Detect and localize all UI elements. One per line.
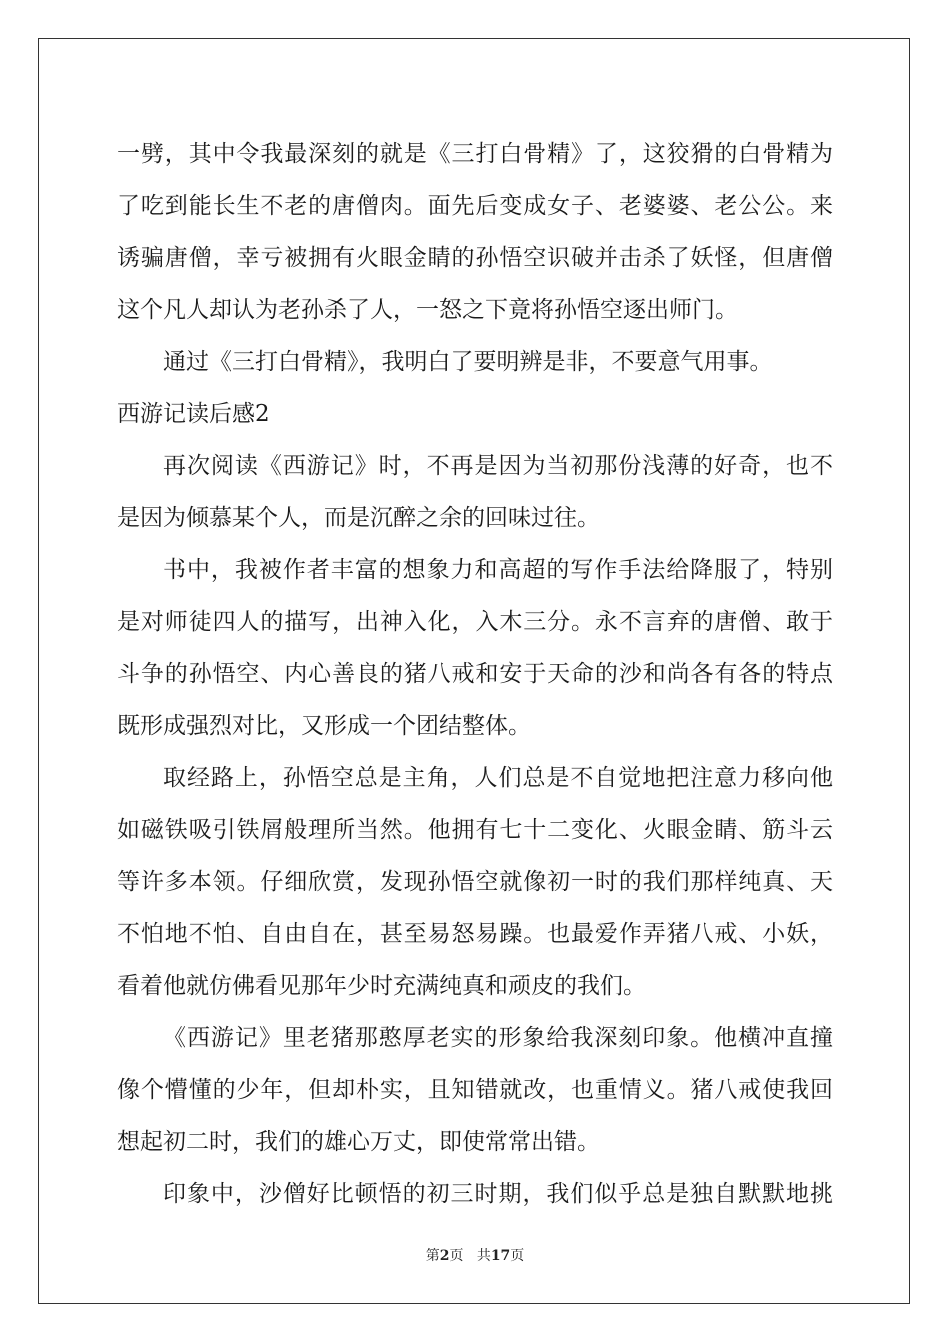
total-prefix: 共 — [476, 1248, 491, 1264]
section-heading: 西游记读后感2 — [117, 401, 270, 427]
total-pages: 17 — [490, 1248, 511, 1264]
paragraph-line: 通过《三打白骨精》，我明白了要明辨是非，不要意气用事。 — [163, 349, 773, 375]
paragraph-line: 是因为倾慕某个人，而是沉醉之余的回味过往。 — [117, 505, 600, 531]
page-suffix: 页 — [449, 1248, 464, 1264]
paragraph-line: 印象中，沙僧好比顿悟的初三时期，我们似乎总是独自默默地挑 — [163, 1181, 833, 1207]
paragraph-line: 再次阅读《西游记》时，不再是因为当初那份浅薄的好奇，也不 — [163, 453, 833, 479]
paragraph-line: 取经路上，孙悟空总是主角，人们总是不自觉地把注意力移向他 — [163, 765, 833, 791]
paragraph-line: 书中，我被作者丰富的想象力和高超的写作手法给降服了，特别 — [163, 557, 833, 583]
paragraph-line: 既形成强烈对比，又形成一个团结整体。 — [117, 713, 531, 739]
document-body — [117, 128, 833, 1220]
paragraph-line: 看着他就仿佛看见那年少时充满纯真和顽皮的我们。 — [117, 973, 646, 999]
paragraph-line: 这个凡人却认为老孙杀了人，一怒之下竟将孙悟空逐出师门。 — [117, 297, 738, 323]
total-suffix: 页 — [510, 1248, 525, 1264]
paragraph-line: 想起初二时，我们的雄心万丈，即使常常出错。 — [117, 1129, 600, 1155]
paragraph-line: 《西游记》里老猪那憨厚老实的形象给我深刻印象。他横冲直撞 — [163, 1025, 833, 1051]
paragraph-line: 如磁铁吸引铁屑般理所当然。他拥有七十二变化、火眼金睛、筋斗云 — [117, 817, 833, 843]
page-footer — [0, 1245, 950, 1265]
paragraph-line: 像个懵懂的少年，但却朴实，且知错就改，也重情义。猪八戒使我回 — [117, 1077, 833, 1103]
paragraph-line: 是对师徒四人的描写，出神入化，入木三分。永不言弃的唐僧、敢于 — [117, 609, 833, 635]
paragraph-line: 等许多本领。仔细欣赏，发现孙悟空就像初一时的我们那样纯真、天 — [117, 869, 833, 895]
paragraph-line: 了吃到能长生不老的唐僧肉。面先后变成女子、老婆婆、老公公。来 — [117, 193, 833, 219]
paragraph-line: 一劈，其中令我最深刻的就是《三打白骨精》了，这狡猾的白骨精为 — [117, 141, 833, 167]
paragraph-line: 诱骗唐僧，幸亏被拥有火眼金睛的孙悟空识破并击杀了妖怪，但唐僧 — [117, 245, 833, 271]
page-prefix: 第 — [425, 1248, 440, 1264]
page-number: 2 — [439, 1248, 450, 1264]
paragraph-line: 不怕地不怕、自由自在，甚至易怒易躁。也最爱作弄猪八戒、小妖， — [117, 921, 833, 947]
paragraph-line: 斗争的孙悟空、内心善良的猪八戒和安于天命的沙和尚各有各的特点 — [117, 661, 833, 687]
